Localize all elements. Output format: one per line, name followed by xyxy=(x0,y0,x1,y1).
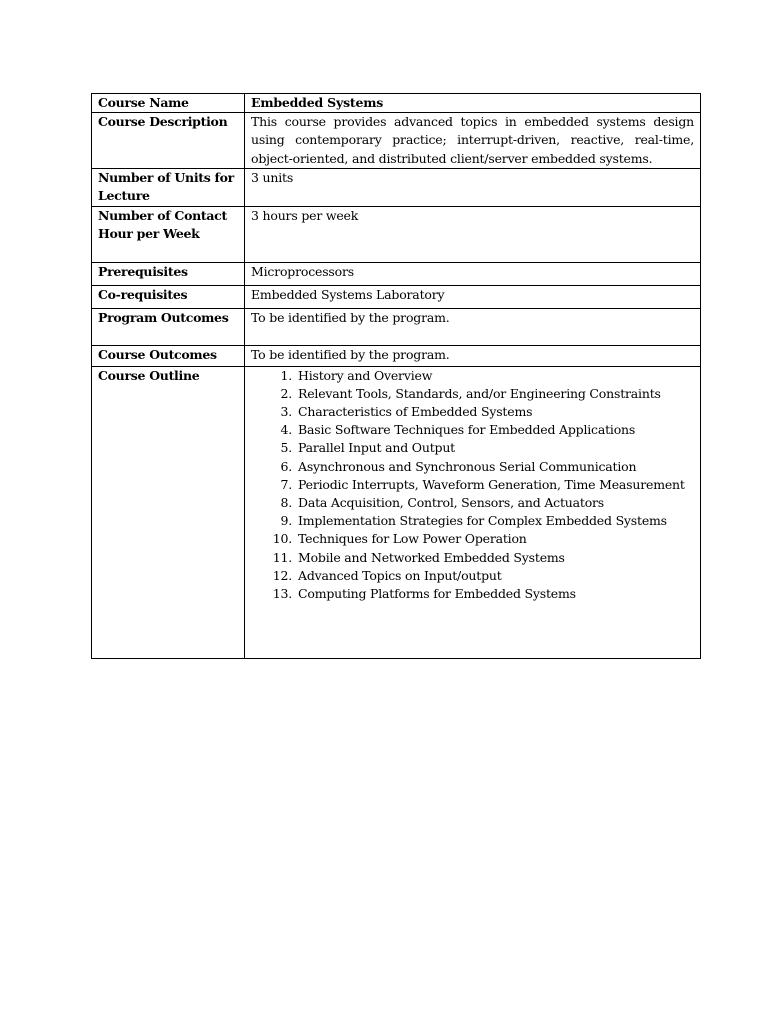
course-description-label: Course Description xyxy=(92,113,245,169)
outline-item-number: 9. xyxy=(280,513,292,529)
outline-item xyxy=(251,476,694,494)
outline-item xyxy=(251,439,694,457)
outline-item xyxy=(251,421,694,439)
units-value: 3 units xyxy=(245,169,701,206)
outline-item-number: 4. xyxy=(280,422,292,438)
contact-hours-value: 3 hours per week xyxy=(245,206,701,262)
outline-item-text: Computing Platforms for Embedded Systems xyxy=(298,586,576,602)
table-row xyxy=(92,206,701,262)
outline-item xyxy=(251,458,694,476)
outline-item-text: Asynchronous and Synchronous Serial Communication xyxy=(298,458,637,474)
table-row xyxy=(92,285,701,308)
outline-item xyxy=(251,530,694,548)
outline-item-text: Basic Software Techniques for Embedded Applications xyxy=(298,422,636,438)
outline-item-number: 13. xyxy=(272,586,292,602)
course-outline-cell xyxy=(245,366,701,658)
outline-item xyxy=(251,567,694,585)
outline-item-number: 8. xyxy=(280,495,292,511)
table-row xyxy=(92,94,701,113)
table-row xyxy=(92,345,701,366)
outline-item-number: 7. xyxy=(280,476,292,492)
outline-item xyxy=(251,512,694,530)
course-outline-label: Course Outline xyxy=(92,366,245,658)
program-outcomes-value: To be identified by the program. xyxy=(245,308,701,345)
table-row xyxy=(92,366,701,658)
prerequisites-value: Microprocessors xyxy=(245,262,701,285)
corequisites-label: Co-requisites xyxy=(92,285,245,308)
table-row xyxy=(92,308,701,345)
units-label: Number of Units for Lecture xyxy=(92,169,245,206)
outline-item-number: 12. xyxy=(272,567,292,583)
course-outcomes-label: Course Outcomes xyxy=(92,345,245,366)
course-table xyxy=(91,93,701,659)
prerequisites-label: Prerequisites xyxy=(92,262,245,285)
outline-item-text: Parallel Input and Output xyxy=(298,440,456,456)
outline-item xyxy=(251,403,694,421)
outline-item-number: 6. xyxy=(280,458,292,474)
table-row xyxy=(92,169,701,206)
course-name-label: Course Name xyxy=(92,94,245,113)
outline-item-text: Data Acquisition, Control, Sensors, and Actuators xyxy=(298,495,605,511)
outline-item-number: 2. xyxy=(280,385,292,401)
table-row xyxy=(92,113,701,169)
outline-item-text: Periodic Interrupts, Waveform Generation, Time Measurement xyxy=(298,476,685,492)
outline-item-text: History and Overview xyxy=(298,367,433,383)
outline-item-number: 3. xyxy=(280,404,292,420)
outline-item xyxy=(251,549,694,567)
outline-item-number: 10. xyxy=(272,531,292,547)
outline-item xyxy=(251,494,694,512)
course-outcomes-value: To be identified by the program. xyxy=(245,345,701,366)
outline-item xyxy=(251,585,694,603)
outline-item-text: Techniques for Low Power Operation xyxy=(298,531,527,547)
outline-item xyxy=(251,385,694,403)
course-description-value: This course provides advanced topics in embedded systems design using contemporary practice; interrupt-driven, reactive, real-time, object-oriented, and distributed client/server embedded systems. xyxy=(245,113,701,169)
outline-item-text: Advanced Topics on Input/output xyxy=(298,567,502,583)
course-name-value: Embedded Systems xyxy=(245,94,701,113)
corequisites-value: Embedded Systems Laboratory xyxy=(245,285,701,308)
program-outcomes-label: Program Outcomes xyxy=(92,308,245,345)
outline-item-number: 1. xyxy=(280,367,292,383)
outline-item-text: Characteristics of Embedded Systems xyxy=(298,404,533,420)
outline-item-text: Mobile and Networked Embedded Systems xyxy=(298,549,565,565)
outline-item xyxy=(251,367,694,385)
outline-item-number: 5. xyxy=(280,440,292,456)
outline-item-text: Relevant Tools, Standards, and/or Engineering Constraints xyxy=(298,385,661,401)
outline-item-text: Implementation Strategies for Complex Embedded Systems xyxy=(298,513,667,529)
contact-hours-label: Number of Contact Hour per Week xyxy=(92,206,245,262)
table-row xyxy=(92,262,701,285)
course-outline-list xyxy=(251,367,694,604)
outline-item-number: 11. xyxy=(272,549,292,565)
